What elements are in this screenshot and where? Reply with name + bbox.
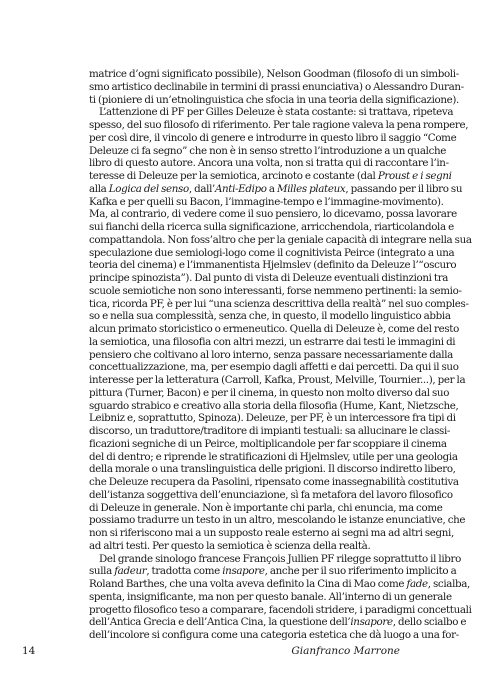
text-line: scuole semiotiche non sono interessanti, forse nemmeno pertinenti: la semio- [89,284,462,297]
text-line: teresse di Deleuze per la semiotica, arcinoto e costante (dal Proust e i segni [89,170,452,182]
text-line: teoria del cinema) e l’immanentista Hjelmslev (definito da Deleuze l’“oscuro [89,259,457,272]
text-line: progetto filosofico teso a comparare, facendoli stridere, i paradigmi concettuali [89,603,472,616]
text-line: sguardo strabico e creativo alla storia della filosofia (Hume, Kant, Nietzsche, [89,399,459,412]
text-line: sui fianchi della ricerca sulla significazione, arricchendola, riarticolandola e [89,221,454,233]
text-line: alla Logica del senso, dall’Anti-Edipo a Milles plateux, passando per il libro su [89,182,463,195]
text-line: Ma, al contrario, di vedere come il suo pensiero, lo dicevamo, possa lavorare [89,208,457,221]
text-line: pittura (Turner, Bacon) e per il cinema, in questo non molto diverso dal suo [89,386,450,399]
text-line: spesso, del suo filosofo di riferimento. Per tale ragione valeva la pena rompere, [89,119,469,131]
text-line: dell’istanza soggettiva dell’enunciazione, sì fa metafora del lavoro filosofico [89,488,453,501]
text-line: ad altri testi. Per questo la semiotica è scienza della realtà. [89,539,371,552]
text-line: sulla fadeur, tradotta come insapore, anche per il suo riferimento implicito a [89,565,457,578]
text-line: per così dire, il vincolo di genere e introdurre in questo libro il saggio “Come [89,131,457,144]
text-line: compattandola. Non foss’altro che per la geniale capacità di integrare nella sua [89,233,472,246]
text-line: matrice d’ogni significato possibile), Nelson Goodman (filosofo di un simboli- [89,68,459,80]
text-line: che Deleuze recupera da Pasolini, ripensato come inassegnabilità costitutiva [89,476,459,488]
text-line: smo artistico declinabile in termini di prassi enunciativa) o Alessandro Duran- [89,80,464,93]
text-line: Roland Barthes, che una volta aveva definito la Cina di Mao come fade, scialba, [89,578,470,590]
text-line: speculazione due semiologi-logo come il cognitivista Peirce (integrato a una [89,246,455,259]
body-text [89,68,472,642]
text-line: libro di questo autore. Ancora una volta, non si tratta qui di raccontare l’in- [89,157,449,170]
text-line: Leibniz e, soprattutto, Spinoza). Deleuze, per PF, è un intercessore fra tipi di [89,412,456,425]
text-line: alcun primato storicistico o ermeneutico. Quella di Deleuze è, come del resto [89,323,459,335]
text-line: pensiero che coltivano al loro interno, senza passare necessariamente dalla [89,348,453,361]
text-line: L’attenzione di PF per Gilles Deleuze è stata costante: si trattava, ripeteva [99,106,454,119]
text-line: Del grande sinologo francese François Jullien PF rilegge soprattutto il libro [99,552,461,565]
page-number: 14 [22,645,36,657]
text-line: del di dentro; e riprende le stratificazioni di Hjelmslev, utile per una geologia [89,450,458,463]
text-line: dell’Antica Grecia e dell’Antica Cina, la questione dell’insapore, dello scialbo e [89,616,467,629]
text-line: dell’incolore si configura come una categoria estetica che dà luogo a una for- [89,629,459,641]
text-line: Deleuze ci fa segno” che non è in senso stretto l’introduzione a un qualche [89,144,447,157]
text-line: spenta, insignificante, ma non per questo banale. All’interno di un generale [89,590,452,603]
text-line: della morale o una translinguistica delle prigioni. Il discorso indiretto libero, [89,463,456,476]
text-line: non si riferiscono mai a un supposto reale esterno ai segni ma ad altri segni, [89,527,454,539]
text-line: interesse per la letteratura (Carroll, Kafka, Proust, Melville, Tournier...), per la [89,374,466,386]
text-line: possiamo tradurre un testo in un altro, mescolando le istanze enunciative, che [89,514,466,527]
text-line: ti (pioniere di un’etnolinguistica che sfocia in una teoria della significazione). [89,93,459,106]
text-line: tica, ricorda PF, è per lui “una scienza descrittiva della realtà” nel suo comples- [89,297,469,310]
text-line: concettualizzazione, ma, per esempio dagli affetti e dai percetti. Da qui il suo [89,361,459,374]
text-line: principe spinozista”). Dal punto di vista di Deleuze eventuali distinzioni tra [89,272,449,284]
text-line: Kafka e per quelli su Bacon, l’immagine-tempo e l’immagine-movimento). [89,195,444,208]
text-line: discorso, un traduttore/traditore di impianti testuali: sa allucinare le classi- [89,425,451,437]
text-line: ficazioni segniche di un Peirce, moltiplicandole per far scoppiare il cinema [89,437,447,450]
text-line: di Deleuze in generale. Non è importante chi parla, chi enuncia, ma come [89,501,443,514]
running-head-author: Gianfranco Marrone [291,645,400,657]
text-line: so e nella sua complessità, senza che, in questo, il modello linguistico abbia [89,310,451,323]
text-line: la semiotica, una filosofia con altri mezzi, un estrarre dai testi le immagini di [89,335,456,348]
